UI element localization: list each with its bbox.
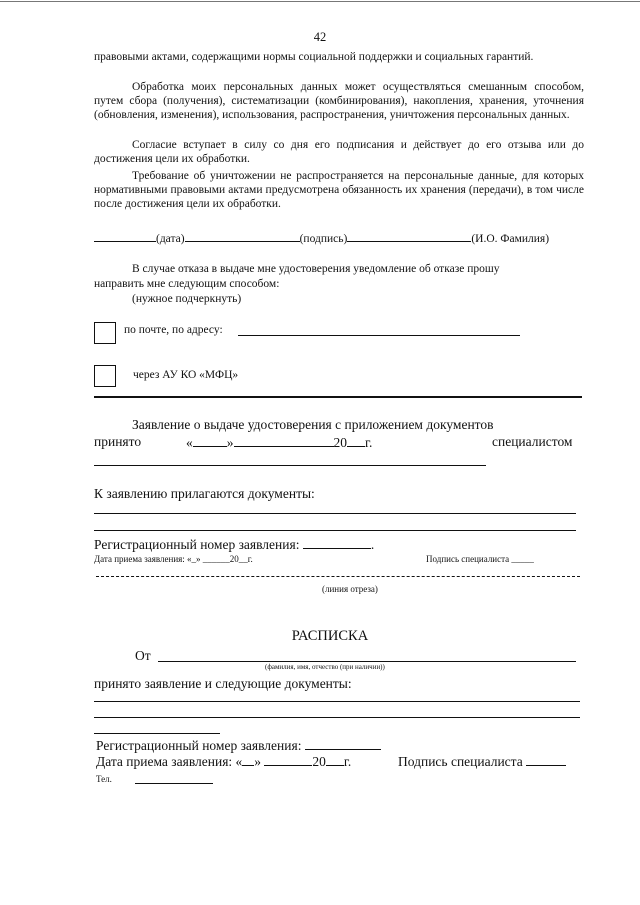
date-blank[interactable] — [94, 230, 156, 242]
receipt-from-hint: (фамилия, имя, отчество (при наличии)) — [265, 663, 385, 671]
receipt-date-suffix: г. — [343, 754, 352, 769]
attached-docs-line-1[interactable] — [94, 513, 576, 514]
cut-line — [96, 576, 580, 577]
receipt-reg-number-row — [96, 737, 381, 754]
name-caption: (И.О. Фамилия) — [471, 233, 550, 245]
accepted-label: принято — [94, 434, 142, 449]
quote-close: » — [226, 435, 234, 450]
checkbox-via-mfc[interactable] — [94, 365, 116, 387]
paragraph-consent-validity: Согласие вступает в силу со дня его подписания и действует до его отзыва или до достижения цели их обработки. — [94, 139, 584, 166]
refusal-text-line2: направить мне следующим способом: — [94, 278, 280, 290]
month-blank[interactable] — [234, 434, 334, 447]
receipt-date-row — [96, 753, 351, 770]
page-number: 42 — [313, 30, 327, 44]
reg-number-text-1: Регистрационный номер заявления: — [94, 537, 300, 552]
receipt-from-field[interactable] — [158, 661, 576, 662]
receipt-date-year: 20 — [312, 754, 326, 769]
attached-docs-line-2[interactable] — [94, 530, 576, 531]
receipt-reg-number-blank[interactable] — [305, 737, 381, 750]
receipt-tel-label: Тел. — [96, 774, 112, 784]
section-divider — [94, 396, 582, 398]
checkbox-by-mail[interactable] — [94, 322, 116, 344]
receipt-date-prefix: Дата приема заявления: « — [96, 754, 243, 769]
receipt-docs-line-2[interactable] — [94, 717, 580, 718]
reg-number-blank-1[interactable] — [303, 536, 371, 549]
address-field[interactable] — [238, 335, 520, 336]
signature-row — [94, 230, 549, 245]
refusal-text-line1: В случае отказа в выдаче мне удостоверения уведомление об отказе прошу — [132, 263, 500, 275]
year-prefix: 20 — [333, 435, 347, 450]
day-blank[interactable] — [193, 434, 227, 447]
option-via-mfc-label: через АУ КО «МФЦ» — [133, 369, 239, 381]
refusal-hint: (нужное подчеркнуть) — [132, 293, 242, 305]
specialist-label: специалистом — [492, 434, 573, 449]
receipt-from-label: От — [135, 648, 151, 663]
paragraph-destruction: Требование об уничтожении не распространяется на персональные данные, для которых нормативными правовыми актами предусмотрена обязанность их хранения (передачи), в том числе после достижения цели их обработки. — [94, 170, 584, 211]
receipt-date-1: Дата приема заявления: «_» ______20__г. — [94, 554, 253, 564]
quote-open: « — [186, 435, 193, 450]
receipt-day-blank[interactable] — [242, 753, 254, 766]
year-suffix: г. — [365, 435, 373, 450]
receipt-specialist-row — [398, 753, 566, 770]
receipt-docs-label: принято заявление и следующие документы: — [94, 676, 352, 691]
receipt-docs-line-3[interactable] — [94, 733, 220, 734]
cut-line-caption: (линия отреза) — [322, 584, 378, 594]
year-blank[interactable] — [347, 434, 365, 447]
signature-caption: (подпись) — [299, 233, 348, 245]
receipt-date-mid: » — [254, 754, 262, 769]
specialist-sign-1: Подпись специалиста _____ — [426, 554, 534, 564]
signature-blank[interactable] — [185, 230, 300, 242]
name-blank[interactable] — [347, 230, 471, 242]
reg-number-label-1: Регистрационный номер заявления: . — [94, 537, 375, 552]
paragraph-processing: Обработка моих персональных данных может осуществляться смешанным способом, путем сбора (получения), систематизации (комбинирования), накопления, хранения, уточнения (обновления, изменения), использования, распространения, уничтожения персональных данных. — [94, 81, 584, 122]
receipt-reg-number-label: Регистрационный номер заявления: — [96, 738, 302, 753]
page-top-border — [0, 1, 640, 2]
receipt-month-blank[interactable] — [264, 753, 312, 766]
date-caption: (дата) — [156, 233, 185, 245]
attached-docs-label: К заявлению прилагаются документы: — [94, 486, 315, 501]
receipt-docs-line-1[interactable] — [94, 701, 580, 702]
acceptance-line1: Заявление о выдаче удостоверения с приложением документов — [132, 417, 494, 432]
receipt-year-blank[interactable] — [326, 753, 344, 766]
receipt-title: РАСПИСКА — [291, 628, 369, 644]
paragraph-legal-acts: правовыми актами, содержащими нормы социальной поддержки и социальных гарантий. — [94, 51, 534, 63]
acceptance-date — [186, 434, 372, 451]
receipt-specialist-label: Подпись специалиста — [398, 754, 523, 769]
specialist-name-field[interactable] — [94, 465, 486, 466]
receipt-tel-field[interactable] — [135, 783, 213, 784]
receipt-specialist-blank[interactable] — [526, 753, 566, 766]
option-by-mail-label: по почте, по адресу: — [124, 324, 223, 336]
